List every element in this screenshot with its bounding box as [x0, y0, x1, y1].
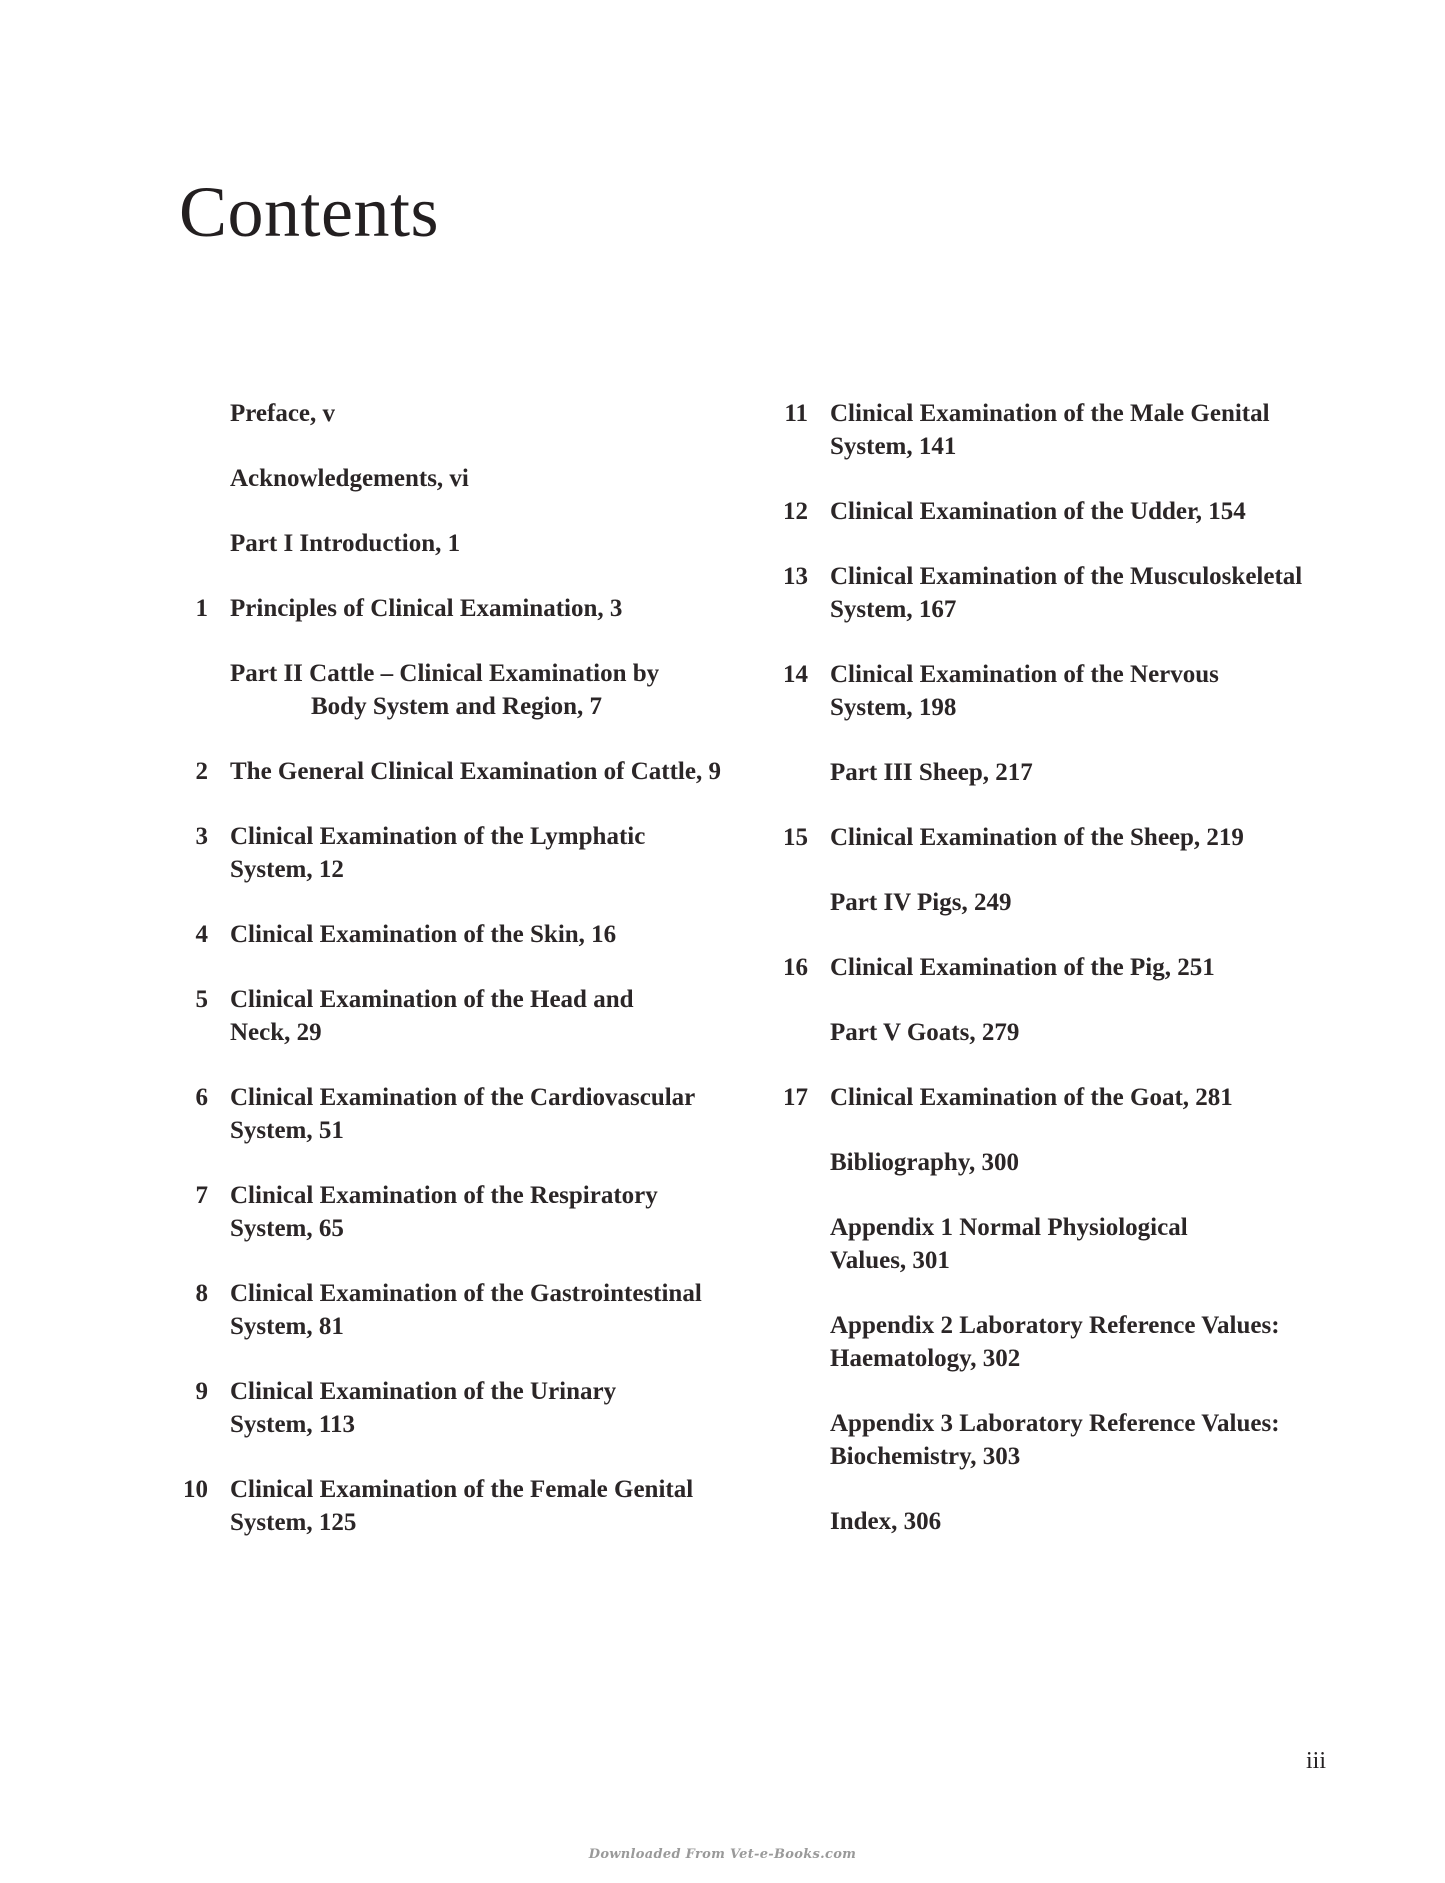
entry-title: Clinical Examination of the Head and: [230, 986, 634, 1013]
entry-title: Clinical Examination of the Gastrointestinal: [230, 1280, 702, 1307]
entry-title-continued: System, 65: [230, 1215, 344, 1242]
toc-entry-chapter-16[interactable]: [770, 951, 1350, 984]
toc-entry-chapter-17[interactable]: [770, 1081, 1350, 1114]
entry-number: 9: [195, 1378, 208, 1405]
entry-title: Clinical Examination of the Udder, 154: [830, 498, 1246, 525]
entry-number: 14: [783, 661, 808, 688]
entry-number: 7: [195, 1182, 208, 1209]
contents-right-column: [770, 397, 1350, 1538]
entry-title: The General Clinical Examination of Cattle, 9: [230, 758, 721, 785]
entry-number: [770, 1505, 830, 1538]
toc-entry-bibliography[interactable]: [770, 1146, 1350, 1179]
toc-entry-chapter-13[interactable]: [770, 560, 1350, 626]
entry-title: Index, 306: [830, 1508, 942, 1535]
toc-entry-chapter-3[interactable]: [170, 820, 730, 886]
toc-entry-chapter-14[interactable]: [770, 658, 1350, 724]
entry-number: 1: [195, 595, 208, 622]
entry-title-continued: System, 167: [830, 596, 957, 623]
entry-number: 13: [783, 563, 808, 590]
entry-title-continued: Biochemistry, 303: [830, 1443, 1021, 1470]
entry-title-continued: Values, 301: [830, 1247, 950, 1274]
toc-entry-chapter-10[interactable]: [170, 1473, 730, 1539]
entry-title: Principles of Clinical Examination, 3: [230, 595, 623, 622]
entry-number: 16: [783, 954, 808, 981]
toc-entry-chapter-15[interactable]: [770, 821, 1350, 854]
entry-title-continued: System, 12: [230, 856, 344, 883]
entry-number: [170, 462, 230, 495]
entry-title-continued: System, 113: [230, 1411, 355, 1438]
entry-title-continued: Haematology, 302: [830, 1345, 1021, 1372]
entry-title-continued: System, 198: [830, 694, 957, 721]
entry-title-continued: System, 141: [830, 433, 957, 460]
entry-number: [770, 1309, 830, 1375]
entry-title: Appendix 3 Laboratory Reference Values:: [830, 1410, 1280, 1437]
entry-title: Part II Cattle – Clinical Examination by: [230, 660, 660, 687]
entry-number: [770, 1146, 830, 1179]
toc-entry-appendix-2[interactable]: [770, 1309, 1350, 1375]
toc-entry-part-1[interactable]: [170, 527, 730, 560]
toc-entry-chapter-11[interactable]: [770, 397, 1350, 463]
entry-title: Clinical Examination of the Cardiovascular: [230, 1084, 696, 1111]
entry-title-continued: Body System and Region, 7: [311, 693, 603, 720]
entry-number: [170, 397, 230, 430]
toc-entry-part-5[interactable]: [770, 1016, 1350, 1049]
entry-number: 15: [783, 824, 808, 851]
entry-title: Appendix 1 Normal Physiological: [830, 1214, 1188, 1241]
entry-title-continued: System, 81: [230, 1313, 344, 1340]
entry-title-continued: Neck, 29: [230, 1019, 322, 1046]
contents-left-column: [170, 397, 730, 1539]
toc-entry-chapter-1[interactable]: [170, 592, 730, 625]
toc-entry-chapter-5[interactable]: [170, 983, 730, 1049]
entry-number: 3: [195, 823, 208, 850]
page-title: Contents: [179, 172, 440, 253]
toc-entry-chapter-2[interactable]: [170, 755, 730, 788]
entry-title: Clinical Examination of the Skin, 16: [230, 921, 617, 948]
entry-number: [770, 756, 830, 789]
entry-title: Acknowledgements, vi: [230, 465, 469, 492]
toc-entry-part-2[interactable]: [170, 657, 730, 723]
toc-entry-preface[interactable]: [170, 397, 730, 430]
toc-entry-chapter-6[interactable]: [170, 1081, 730, 1147]
toc-entry-chapter-4[interactable]: [170, 918, 730, 951]
toc-entry-appendix-3[interactable]: [770, 1407, 1350, 1473]
page-number: iii: [1306, 1748, 1327, 1774]
entry-number: 11: [784, 400, 808, 427]
toc-entry-chapter-12[interactable]: [770, 495, 1350, 528]
toc-entry-part-4[interactable]: [770, 886, 1350, 919]
entry-title: Part IV Pigs, 249: [830, 889, 1012, 916]
entry-title: Clinical Examination of the Urinary: [230, 1378, 617, 1405]
toc-entry-acknowledgements[interactable]: [170, 462, 730, 495]
entry-title: Bibliography, 300: [830, 1149, 1019, 1176]
toc-entry-index[interactable]: [770, 1505, 1350, 1538]
entry-number: 5: [195, 986, 208, 1013]
entry-title: Appendix 2 Laboratory Reference Values:: [830, 1312, 1280, 1339]
entry-number: [770, 886, 830, 919]
toc-entry-chapter-8[interactable]: [170, 1277, 730, 1343]
entry-title-continued: System, 51: [230, 1117, 344, 1144]
entry-title: Clinical Examination of the Sheep, 219: [830, 824, 1244, 851]
watermark: Downloaded From Vet-e-Books.com: [588, 1847, 857, 1862]
toc-entry-chapter-9[interactable]: [170, 1375, 730, 1441]
entry-title: Clinical Examination of the Male Genital: [830, 400, 1270, 427]
entry-title: Clinical Examination of the Musculoskeletal: [830, 563, 1303, 590]
entry-title: Part V Goats, 279: [830, 1019, 1020, 1046]
entry-number: 6: [195, 1084, 208, 1111]
entry-number: 10: [183, 1476, 208, 1503]
entry-number: [770, 1016, 830, 1049]
entry-title: Clinical Examination of the Pig, 251: [830, 954, 1215, 981]
entry-title: Clinical Examination of the Nervous: [830, 661, 1219, 688]
entry-number: [770, 1211, 830, 1277]
entry-number: 17: [783, 1084, 808, 1111]
entry-number: 4: [195, 921, 208, 948]
entry-number: 8: [195, 1280, 208, 1307]
entry-title: Clinical Examination of the Female Genital: [230, 1476, 694, 1503]
entry-title: Clinical Examination of the Lymphatic: [230, 823, 646, 850]
toc-entry-chapter-7[interactable]: [170, 1179, 730, 1245]
entry-title-continued: System, 125: [230, 1509, 357, 1536]
entry-number: 2: [195, 758, 208, 785]
toc-entry-part-3[interactable]: [770, 756, 1350, 789]
toc-entry-appendix-1[interactable]: [770, 1211, 1350, 1277]
entry-number: [770, 1407, 830, 1473]
entry-title: Preface, v: [230, 400, 336, 427]
entry-number: [170, 527, 230, 560]
entry-title: Part I Introduction, 1: [230, 530, 461, 557]
entry-title: Part III Sheep, 217: [830, 759, 1033, 786]
entry-number: 12: [783, 498, 808, 525]
entry-title: Clinical Examination of the Goat, 281: [830, 1084, 1233, 1111]
entry-title: Clinical Examination of the Respiratory: [230, 1182, 658, 1209]
entry-number: [170, 657, 230, 723]
